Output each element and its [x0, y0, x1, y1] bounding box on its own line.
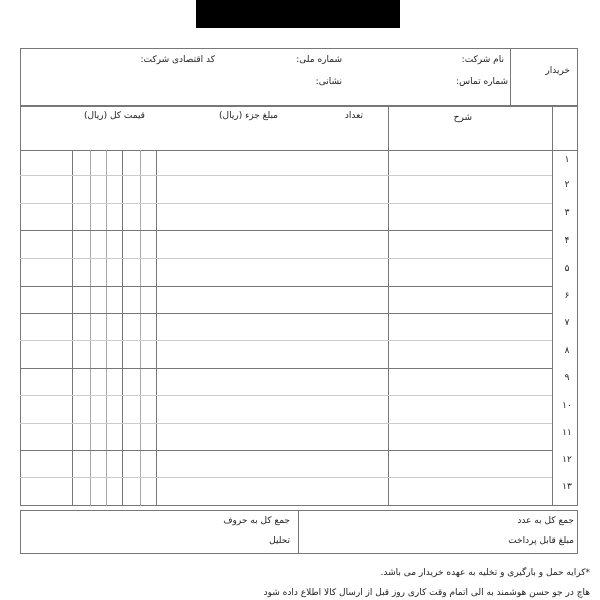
col-header-unit-price: مبلغ جزء (ریال)	[219, 111, 278, 121]
economic-code-label: کد اقتصادی شرکت:	[140, 55, 215, 65]
row-number-1: ۱	[564, 155, 570, 165]
group-separator-4	[20, 368, 552, 369]
row-number-8: ۸	[564, 346, 570, 356]
note-shipping: *کرایه حمل و بارگیری و تخلیه به عهده خریدار می باشد.	[380, 568, 590, 578]
company-name-label: نام شرکت:	[461, 55, 504, 65]
table-header-divider	[20, 150, 578, 151]
sum-numeric-label: جمع کل به عدد	[517, 516, 574, 526]
buyer-label: خریدار	[545, 66, 570, 76]
row-line	[20, 258, 552, 259]
row-number-6: ۶	[564, 291, 570, 301]
row-number-13: ۱۳	[562, 482, 572, 492]
contact-number-label: شماره تماس:	[456, 77, 508, 87]
group-separator-5	[20, 450, 552, 451]
row-line	[20, 203, 552, 204]
national-id-label: شماره ملی:	[296, 55, 342, 65]
col-header-quantity: تعداد	[344, 111, 363, 121]
col-header-total-price: قیمت کل (ریال)	[83, 111, 145, 121]
totals-box	[20, 510, 578, 554]
row-line	[20, 175, 552, 176]
row-number-3: ۳	[564, 208, 570, 218]
row-line	[20, 423, 552, 424]
row-line	[20, 477, 552, 478]
row-line	[20, 395, 552, 396]
group-separator-1	[20, 230, 552, 231]
group-separator-2	[20, 286, 552, 287]
delivery-label: تحلیل	[269, 536, 290, 546]
payable-amount-label: مبلغ قابل پرداخت	[508, 536, 574, 546]
document-title-bar	[196, 0, 400, 28]
col-header-description: شرح	[453, 113, 472, 123]
totals-divider	[298, 510, 299, 554]
row-number-12: ۱۲	[562, 455, 572, 465]
row-number-2: ۲	[564, 180, 570, 190]
col-divider-rownum	[552, 106, 553, 506]
row-number-5: ۵	[564, 264, 570, 274]
row-line	[20, 340, 552, 341]
row-number-11: ۱۱	[562, 428, 572, 438]
items-table	[20, 106, 578, 506]
col-divider-description	[388, 106, 389, 506]
note-delivery: هاچ در جو حسن هوشمند به الی اتمام وقت کاری روز قبل از ارسال کالا اطلاع داده شود	[263, 588, 590, 598]
buyer-label-divider	[510, 48, 511, 106]
row-number-4: ۴	[564, 236, 570, 246]
row-number-9: ۹	[564, 373, 570, 383]
row-number-7: ۷	[564, 318, 570, 328]
address-label: نشانی:	[315, 77, 342, 87]
sum-words-label: جمع کل به حروف	[223, 516, 290, 526]
group-separator-3	[20, 313, 552, 314]
row-number-10: ۱۰	[562, 401, 572, 411]
